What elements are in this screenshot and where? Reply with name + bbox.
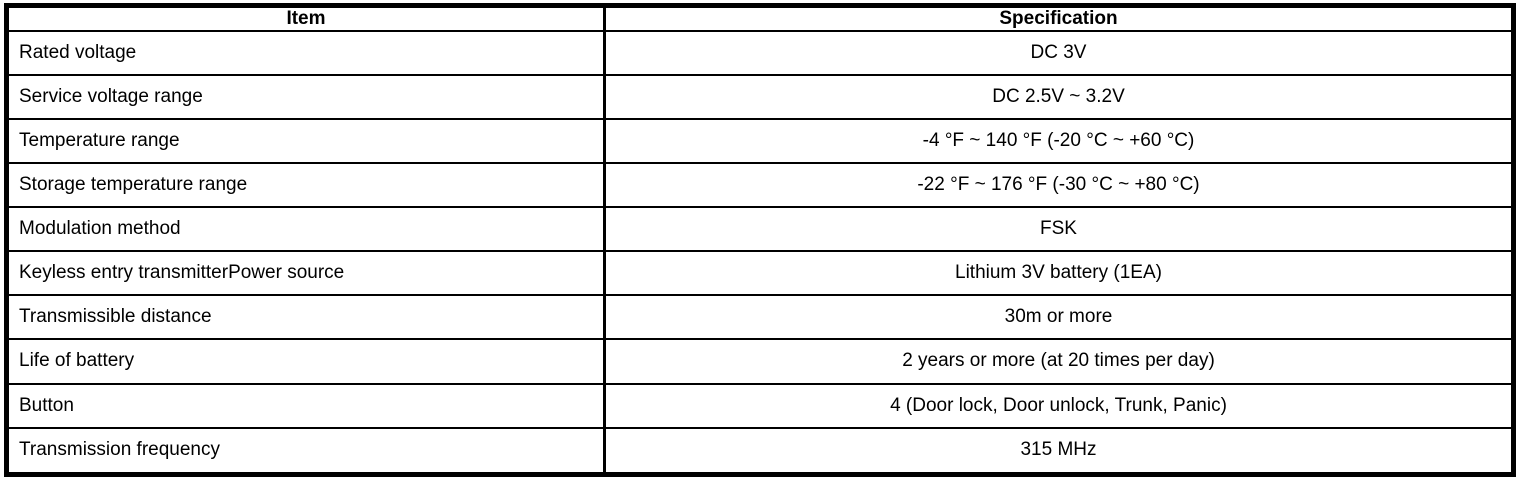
spec-cell: Lithium 3V battery (1EA) xyxy=(605,251,1514,295)
table-row xyxy=(7,119,1514,163)
table-row xyxy=(7,295,1514,339)
table-header xyxy=(7,6,1514,32)
table-row xyxy=(7,75,1514,119)
item-cell: Transmissible distance xyxy=(7,295,605,339)
table-row xyxy=(7,428,1514,475)
item-cell: Life of battery xyxy=(7,339,605,383)
spec-cell: -22 °F ~ 176 °F (-30 °C ~ +80 °C) xyxy=(605,163,1514,207)
spec-cell: DC 3V xyxy=(605,31,1514,75)
header-cell-item: Item xyxy=(7,6,605,32)
spec-cell: -4 °F ~ 140 °F (-20 °C ~ +60 °C) xyxy=(605,119,1514,163)
header-row xyxy=(7,6,1514,32)
table-row xyxy=(7,339,1514,383)
item-cell: Transmission frequency xyxy=(7,428,605,475)
table-row xyxy=(7,207,1514,251)
spec-cell: 2 years or more (at 20 times per day) xyxy=(605,339,1514,383)
table-row xyxy=(7,384,1514,428)
header-cell-specification: Specification xyxy=(605,6,1514,32)
spec-cell: 4 (Door lock, Door unlock, Trunk, Panic) xyxy=(605,384,1514,428)
spec-cell: 30m or more xyxy=(605,295,1514,339)
item-cell: Keyless entry transmitterPower source xyxy=(7,251,605,295)
item-cell: Service voltage range xyxy=(7,75,605,119)
item-cell: Temperature range xyxy=(7,119,605,163)
item-cell: Rated voltage xyxy=(7,31,605,75)
specification-table xyxy=(4,3,1516,477)
spec-cell: 315 MHz xyxy=(605,428,1514,475)
table-row xyxy=(7,31,1514,75)
spec-cell: FSK xyxy=(605,207,1514,251)
item-cell: Modulation method xyxy=(7,207,605,251)
table-body xyxy=(7,31,1514,475)
table-row xyxy=(7,251,1514,295)
item-cell: Storage temperature range xyxy=(7,163,605,207)
spec-cell: DC 2.5V ~ 3.2V xyxy=(605,75,1514,119)
item-cell: Button xyxy=(7,384,605,428)
table-row xyxy=(7,163,1514,207)
